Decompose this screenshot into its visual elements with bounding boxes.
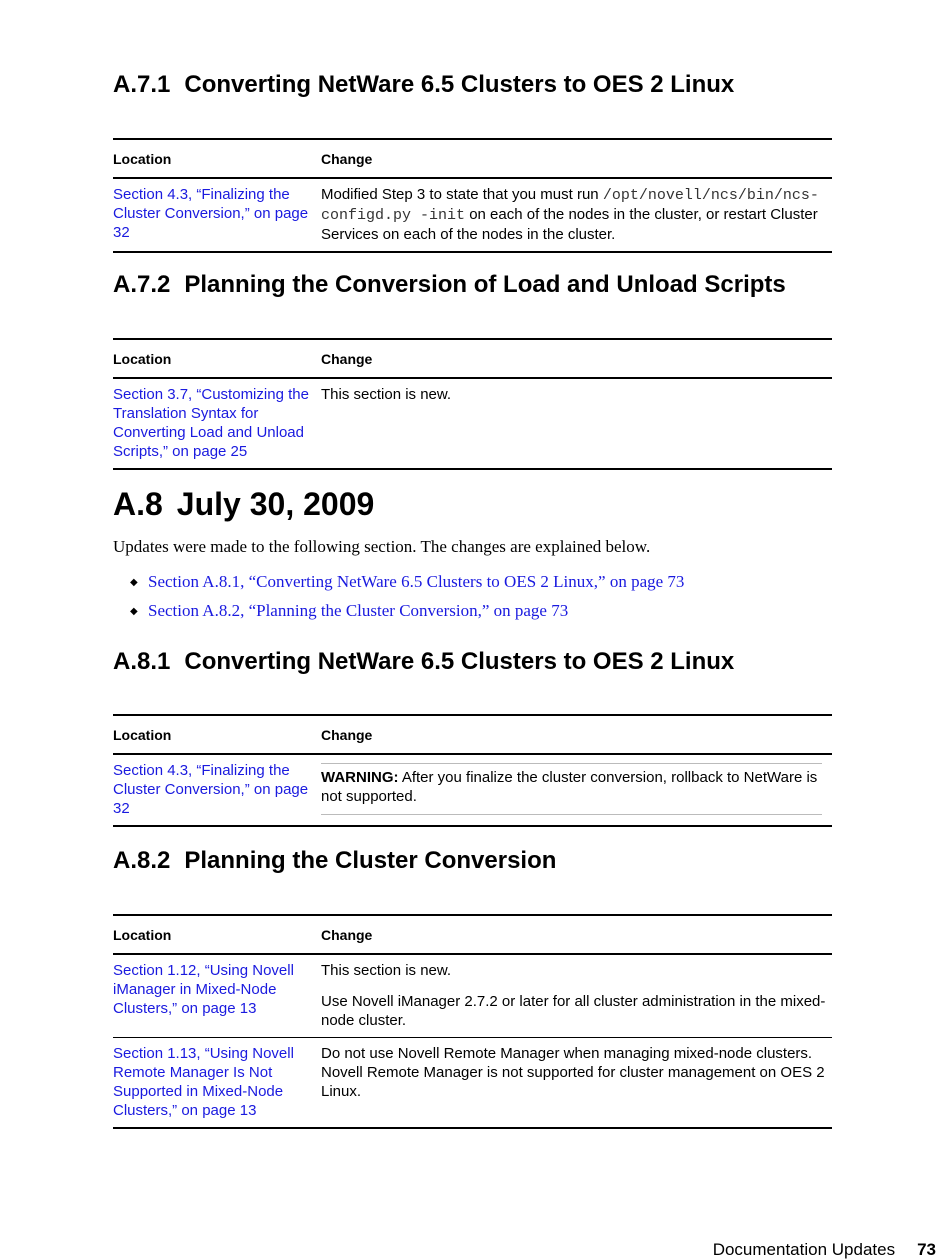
- change-cell: This section is new.: [321, 386, 452, 403]
- section-number: A.7.2: [113, 271, 171, 298]
- location-header: Location: [113, 351, 172, 367]
- location-header: Location: [113, 727, 172, 743]
- intro-paragraph: Updates were made to the following section. The changes are explained below.: [113, 537, 651, 556]
- page-number: 73: [917, 1240, 936, 1259]
- section-title: Planning the Cluster Conversion: [184, 847, 557, 874]
- command-code: /opt/novell/ncs/bin/ncs-configd.py -init: [321, 187, 819, 224]
- warning-text: After you finalize the cluster conversion, rollback to NetWare is not supported.: [321, 769, 818, 805]
- table-a-8-1: [113, 714, 832, 827]
- diamond-bullet-icon: ◆: [130, 577, 138, 588]
- table-a-7-1: [113, 138, 832, 253]
- change-cell: [321, 179, 832, 251]
- location-header: Location: [113, 927, 172, 943]
- change-header: Change: [321, 151, 373, 167]
- section-title: Converting NetWare 6.5 Clusters to OES 2 Linux: [184, 648, 735, 675]
- location-header: Location: [113, 151, 172, 167]
- table-a-7-2: [113, 338, 832, 470]
- change-cell: [321, 955, 832, 1037]
- warning-box: [321, 763, 822, 815]
- location-link[interactable]: Section 1.12, “Using Novell iManager in Mixed-Node Clusters,” on page 13: [113, 962, 294, 1017]
- change-header: Change: [321, 351, 373, 367]
- section-number: A.8: [113, 486, 163, 522]
- diamond-bullet-icon: ◆: [130, 606, 138, 617]
- section-heading-a-7-1: [113, 71, 734, 99]
- section-link[interactable]: Section A.8.1, “Converting NetWare 6.5 Clusters to OES 2 Linux,” on page 73: [148, 572, 685, 591]
- change-cell: [321, 1038, 832, 1127]
- list-item: [130, 601, 684, 630]
- table-header: [113, 340, 832, 377]
- section-heading-a-8: [113, 485, 374, 523]
- section-title: Planning the Conversion of Load and Unload Scripts: [184, 271, 786, 298]
- change-text: on each of the nodes in the cluster, or restart Cluster Services on each of the nodes in the cluster.: [321, 206, 818, 243]
- section-link[interactable]: Section A.8.2, “Planning the Cluster Conversion,” on page 73: [148, 601, 569, 620]
- table-header: [113, 716, 832, 753]
- section-number: A.7.1: [113, 71, 171, 98]
- location-link[interactable]: Section 4.3, “Finalizing the Cluster Conversion,” on page 32: [113, 186, 309, 241]
- table-row: [113, 1038, 832, 1127]
- section-number: A.8.1: [113, 648, 171, 675]
- list-item: [130, 572, 684, 601]
- change-text: Modified Step 3 to state that you must run: [321, 186, 603, 203]
- table-header: [113, 916, 832, 953]
- table-a-8-2: [113, 914, 832, 1129]
- section-number: A.8.2: [113, 847, 171, 874]
- warning-label: WARNING:: [321, 769, 399, 786]
- section-link-list: [130, 572, 684, 630]
- table-row: [113, 755, 832, 825]
- location-link[interactable]: Section 4.3, “Finalizing the Cluster Conversion,” on page 32: [113, 762, 309, 817]
- change-cell: [321, 755, 832, 825]
- table-row: [113, 179, 832, 251]
- section-heading-a-8-2: [113, 847, 556, 875]
- change-text: Do not use Novell Remote Manager when managing mixed-node clusters. Novell Remote Manager is not supported for cluster management on OES 2 Linux.: [321, 1045, 825, 1100]
- change-text: This section is new.: [321, 962, 452, 979]
- change-header: Change: [321, 927, 373, 943]
- section-heading-a-7-2: [113, 271, 786, 299]
- location-link[interactable]: Section 1.13, “Using Novell Remote Manager Is Not Supported in Mixed-Node Clusters,” on page 13: [113, 1045, 294, 1119]
- change-text: Use Novell iManager 2.7.2 or later for all cluster administration in the mixed-node cluster.: [321, 993, 826, 1029]
- section-heading-a-8-1: [113, 648, 734, 676]
- table-row: [113, 955, 832, 1037]
- page-footer: [713, 1240, 936, 1260]
- change-header: Change: [321, 727, 373, 743]
- table-header: [113, 140, 832, 177]
- table-row: [113, 379, 832, 468]
- section-title: July 30, 2009: [176, 486, 375, 522]
- location-link[interactable]: Section 3.7, “Customizing the Translation Syntax for Converting Load and Unload Scripts,” on page 25: [113, 386, 309, 460]
- section-title: Converting NetWare 6.5 Clusters to OES 2 Linux: [184, 71, 735, 98]
- footer-title: Documentation Updates: [712, 1240, 896, 1259]
